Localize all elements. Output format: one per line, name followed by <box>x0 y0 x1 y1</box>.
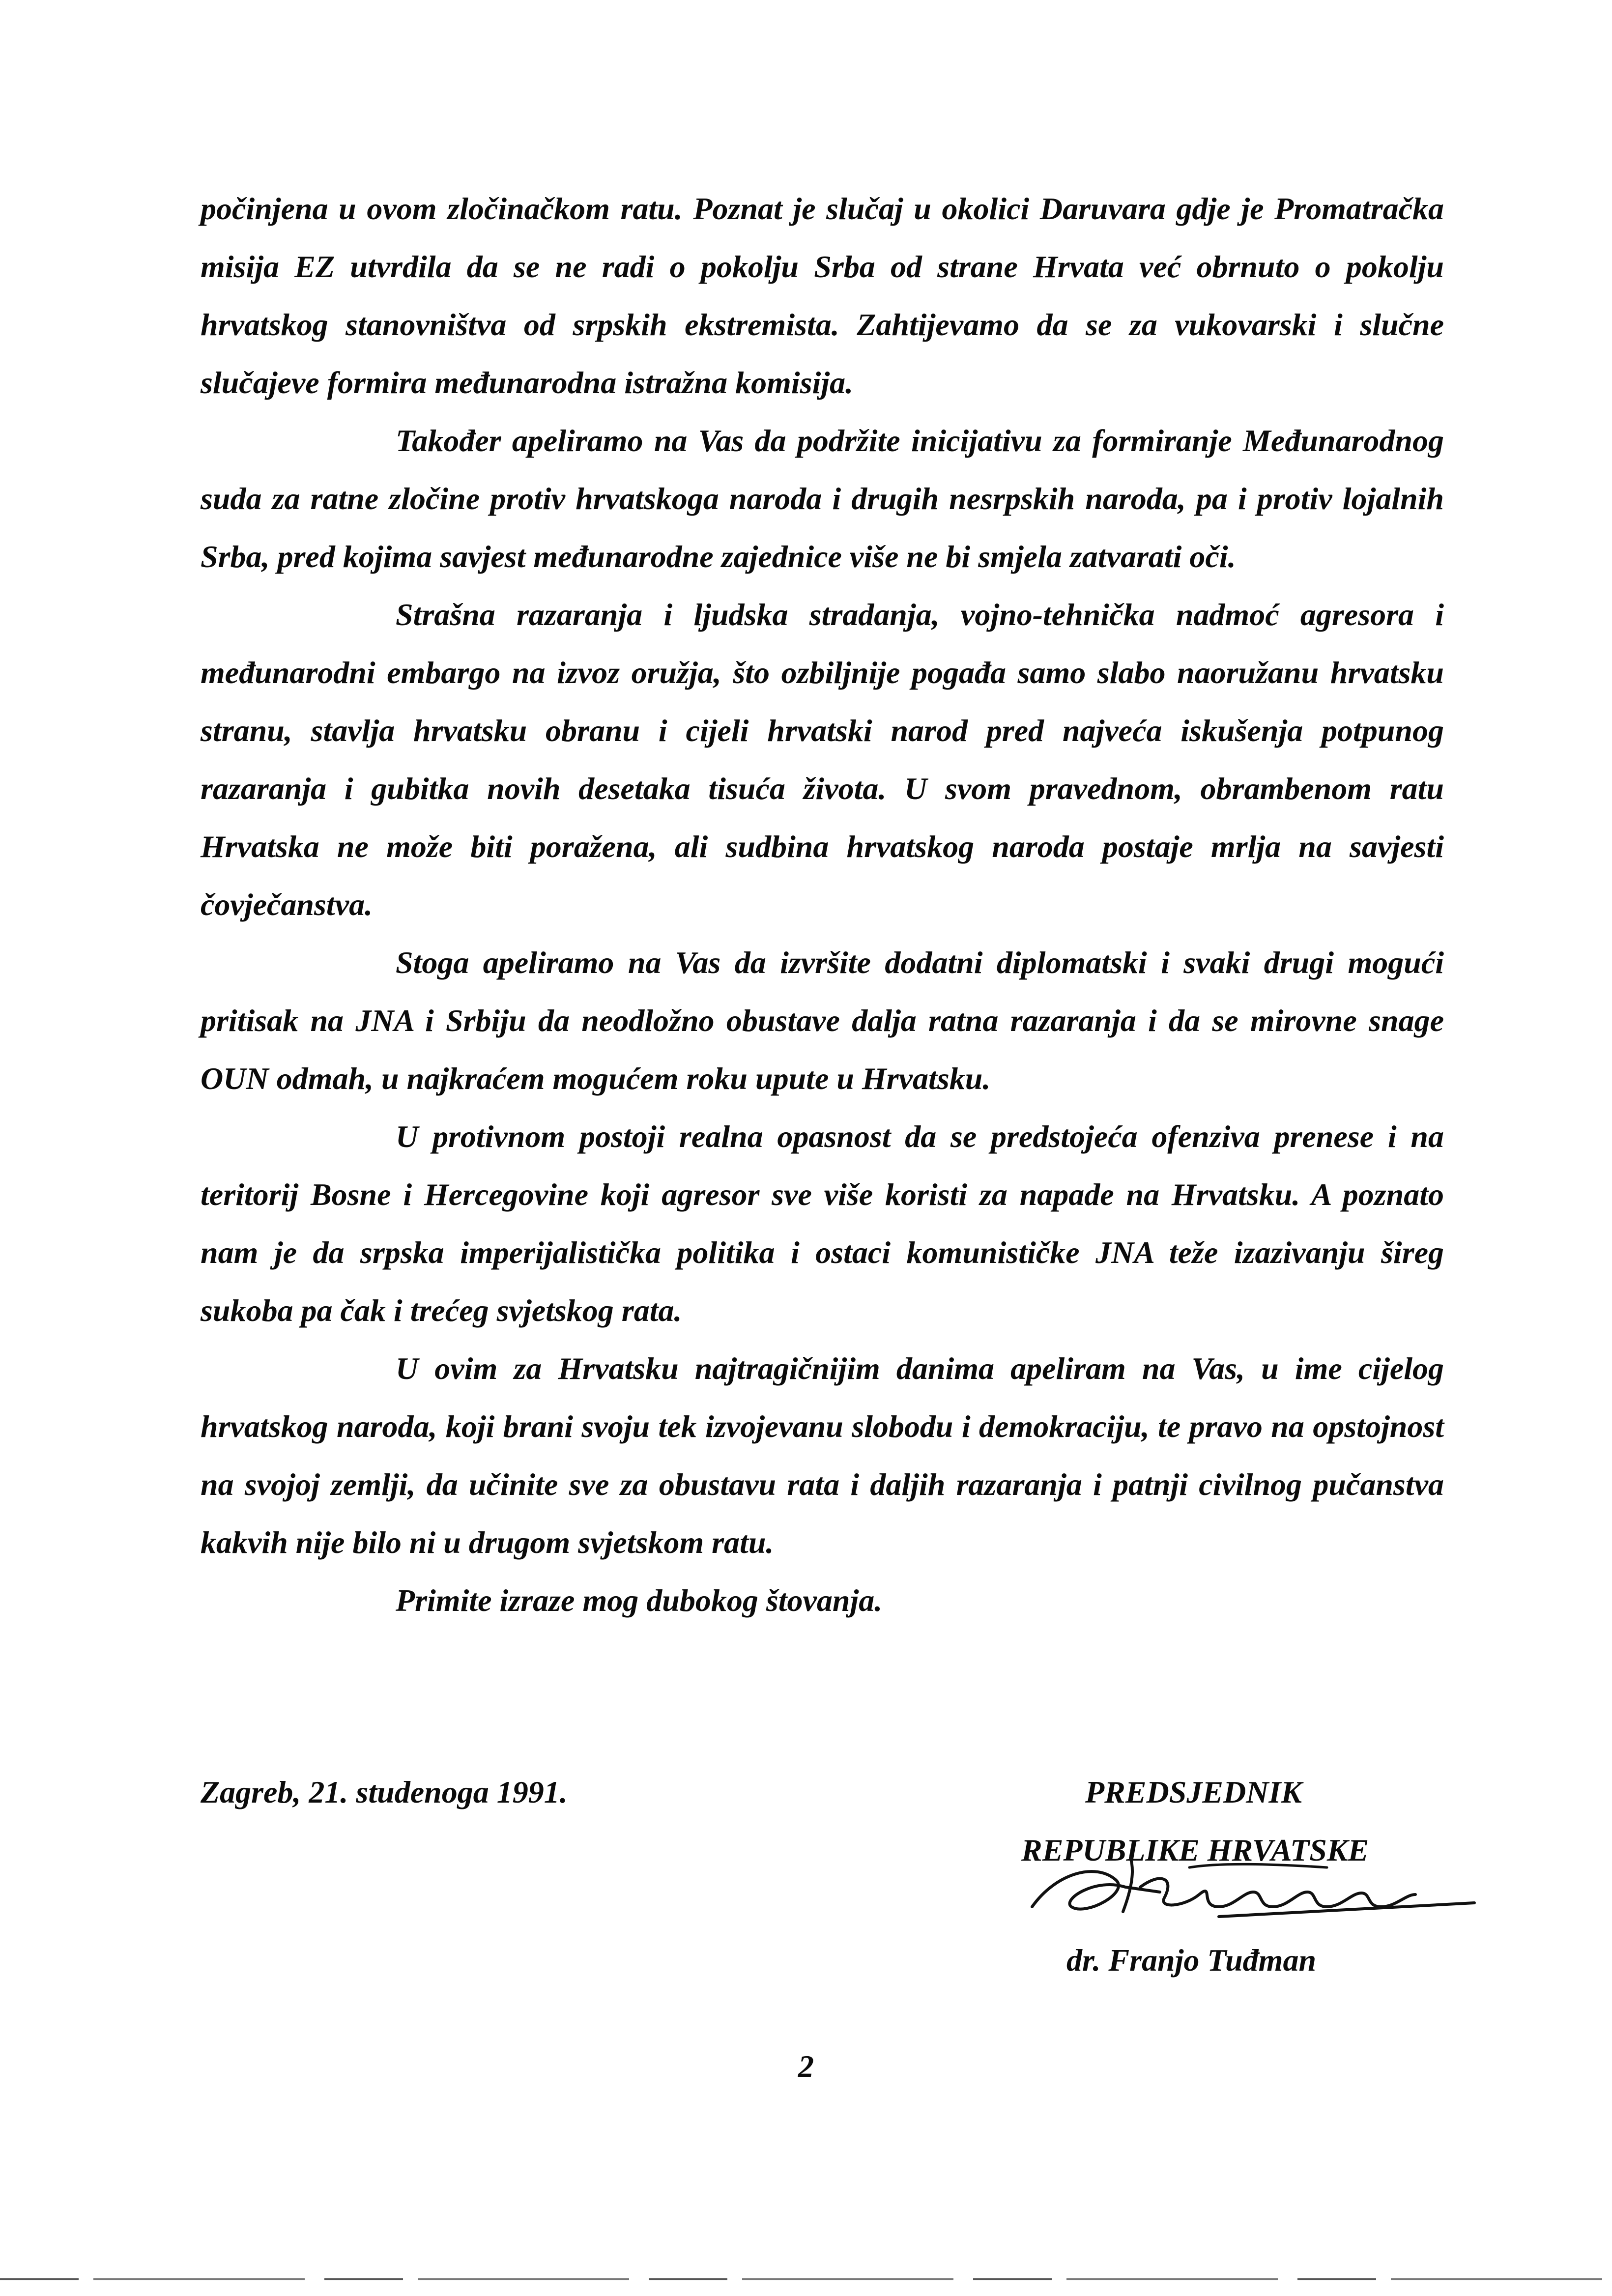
scan-edge-line <box>0 2278 1612 2280</box>
handwritten-signature-icon <box>1012 1833 1494 1931</box>
paragraph-6: U ovim za Hrvatsku najtragičnijim danima apeliram na Vas, u ime cijelog hrvatskog naroda, koji brani svoju tek izvojevanu slobodu i demokraciju, te pravo na opstojnost na svojoj zemlji, da učinite sve za obustavu rata i daljih razaranja i patnji civilnog pučanstva kakvih nije bilo ni u drugom svjetskom ratu. <box>201 1351 1444 1560</box>
paragraph-3: Strašna razaranja i ljudska stradanja, vojno-tehnička nadmoć agresora i međunarodni embargo na izvoz oružja, što ozbiljnije pogađa samo slabo naoružanu hrvatsku stranu, stavlja hrvatsku obranu i cijeli hrvatski narod pred najveća iskušenja potpunog razaranja i gubitka novih desetaka tisuća života. U svom pravednom, obrambenom ratu Hrvatska ne može biti poražena, ali sudbina hrvatskog naroda postaje mrlja na savjesti čovječanstva. <box>201 597 1444 922</box>
signer-title-line-1: PREDSJEDNIK <box>1085 1775 1302 1809</box>
paragraph-2: Također apeliramo na Vas da podržite inicijativu za formiranje Međunarodnog suda za ratne zločine protiv hrvatskoga naroda i drugih nesrpskih naroda, pa i protiv lojalnih Srba, pred kojima savjest međunarodne zajednice više ne bi smjela zatvarati oči. <box>201 423 1444 574</box>
signature-block <box>0 1759 1612 2015</box>
letter-body <box>201 180 1444 1630</box>
paragraph-5: U protivnom postoji realna opasnost da se predstojeća ofenziva prenese i na teritorij Bosne i Hercegovine koji agresor sve više koristi za napade na Hrvatsku. A poznato nam je da srpska imperijalistička politika i ostaci komunističke JNA teže izazivanju šireg sukoba pa čak i trećeg svjetskog rata. <box>201 1119 1444 1328</box>
place-date: Zagreb, 21. studenoga 1991. <box>201 1775 568 1809</box>
signer-name: dr. Franjo Tuđman <box>1066 1943 1317 1978</box>
paragraph-closing: Primite izraze mog dubokog štovanja. <box>396 1583 883 1618</box>
paragraph-1: počinjena u ovom zločinačkom ratu. Poznat je slučaj u okolici Daruvara gdje je Promatračka misija EZ utvrdila da se ne radi o pokolju Srba od strane Hrvata već obrnuto o pokolju hrvatskog stanovništva od srpskih ekstremista. Zahtijevamo da se za vukovarski i slučne slučajeve formira međunarodna istražna komisija. <box>201 191 1444 400</box>
paragraph-4: Stoga apeliramo na Vas da izvršite dodatni diplomatski i svaki drugi mogući pritisak na JNA i Srbiju da neodložno obustave dalja ratna razaranja i da se mirovne snage OUN odmah, u najkraćem mogućem roku upute u Hrvatsku. <box>201 945 1444 1096</box>
signer-title-line-2: REPUBLIKE HRVATSKE <box>1021 1833 1369 1867</box>
page-number: 2 <box>798 2049 814 2084</box>
